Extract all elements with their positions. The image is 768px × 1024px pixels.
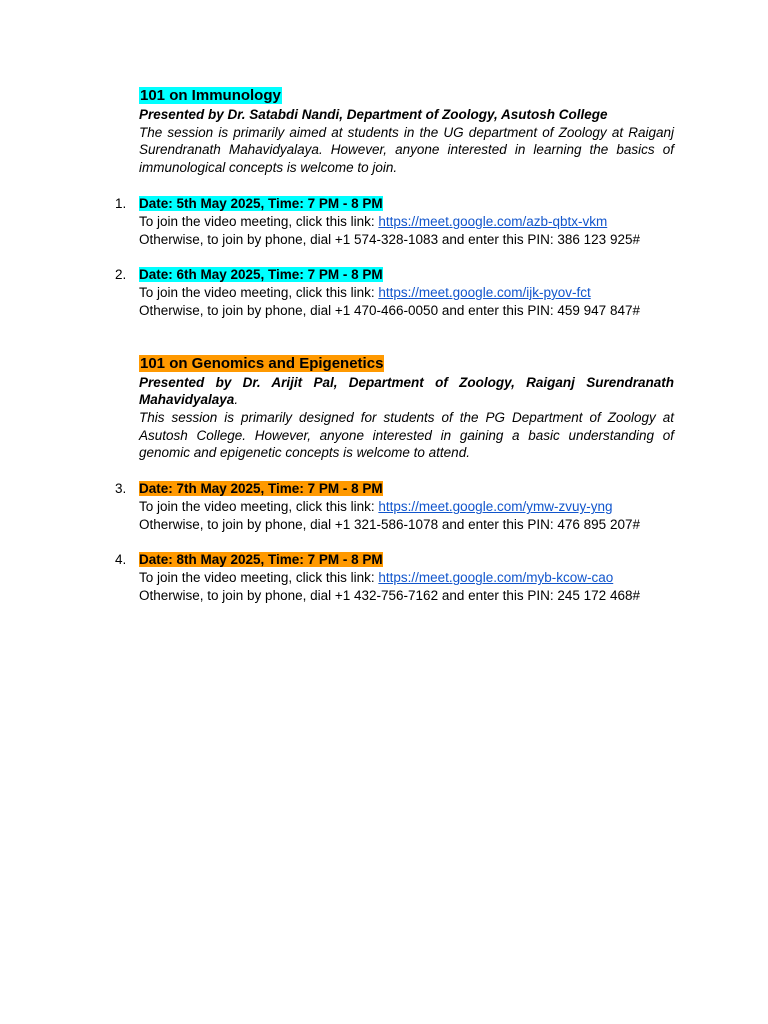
document-page xyxy=(115,86,674,605)
session-date: Date: 7th May 2025, Time: 7 PM - 8 PM xyxy=(139,481,383,497)
meet-link[interactable]: https://meet.google.com/ijk-pyov-fct xyxy=(378,284,591,300)
list-number: 1. xyxy=(115,195,127,211)
section-title-highlight: 101 on Immunology xyxy=(140,87,281,104)
video-meeting-line: To join the video meeting, click this link: https://meet.google.com/azb-qbtx-vkm xyxy=(139,213,608,229)
session-item-2 xyxy=(115,266,674,320)
video-meeting-line: To join the video meeting, click this link: https://meet.google.com/myb-kcow-cao xyxy=(139,570,614,586)
section-title xyxy=(139,86,674,106)
session-description: This session is primarily designed for students of the PG Department of Zoology at Asutosh College. However, anyone interested in gaining a basic understanding of genomic and epigenetic concepts is welcome to attend. xyxy=(139,409,674,461)
section-title-highlight: 101 on Genomics and Epigenetics xyxy=(140,354,384,372)
session-date: Date: 5th May 2025, Time: 7 PM - 8 PM xyxy=(139,195,383,211)
meet-link[interactable]: https://meet.google.com/myb-kcow-cao xyxy=(378,570,614,586)
phone-dial-line: Otherwise, to join by phone, dial +1 470-466-0050 and enter this PIN: 459 947 847# xyxy=(139,302,640,318)
list-number: 4. xyxy=(115,552,127,568)
session-item-4 xyxy=(115,551,674,605)
list-number: 2. xyxy=(115,266,127,282)
session-item-1 xyxy=(115,195,674,249)
session-date: Date: 8th May 2025, Time: 7 PM - 8 PM xyxy=(139,552,383,568)
phone-dial-line: Otherwise, to join by phone, dial +1 321-586-1078 and enter this PIN: 476 895 207# xyxy=(139,517,640,533)
section-title xyxy=(139,354,674,374)
session-item-3 xyxy=(115,480,674,534)
video-meeting-line: To join the video meeting, click this link: https://meet.google.com/ymw-zvuy-yng xyxy=(139,499,613,515)
presenter-line: Presented by Dr. Satabdi Nandi, Department of Zoology, Asutosh College xyxy=(139,107,608,122)
meet-link[interactable]: https://meet.google.com/ymw-zvuy-yng xyxy=(378,499,613,515)
presenter-line: Presented by Dr. Arijit Pal, Department of Zoology, Raiganj Surendranath Mahavidyalaya. xyxy=(139,374,674,408)
session-description: The session is primarily aimed at students in the UG department of Zoology at Raiganj Surendranath Mahavidyalaya. However, anyone interested in learning the basics of immunological concepts is welcome to join. xyxy=(139,124,674,176)
list-number: 3. xyxy=(115,481,127,497)
section-genomics xyxy=(115,354,674,605)
video-meeting-line: To join the video meeting, click this link: https://meet.google.com/ijk-pyov-fct xyxy=(139,284,591,300)
phone-dial-line: Otherwise, to join by phone, dial +1 574-328-1083 and enter this PIN: 386 123 925# xyxy=(139,231,640,247)
section-immunology xyxy=(115,86,674,320)
meet-link[interactable]: https://meet.google.com/azb-qbtx-vkm xyxy=(378,213,608,229)
phone-dial-line: Otherwise, to join by phone, dial +1 432-756-7162 and enter this PIN: 245 172 468# xyxy=(139,588,640,604)
session-date: Date: 6th May 2025, Time: 7 PM - 8 PM xyxy=(139,266,383,282)
